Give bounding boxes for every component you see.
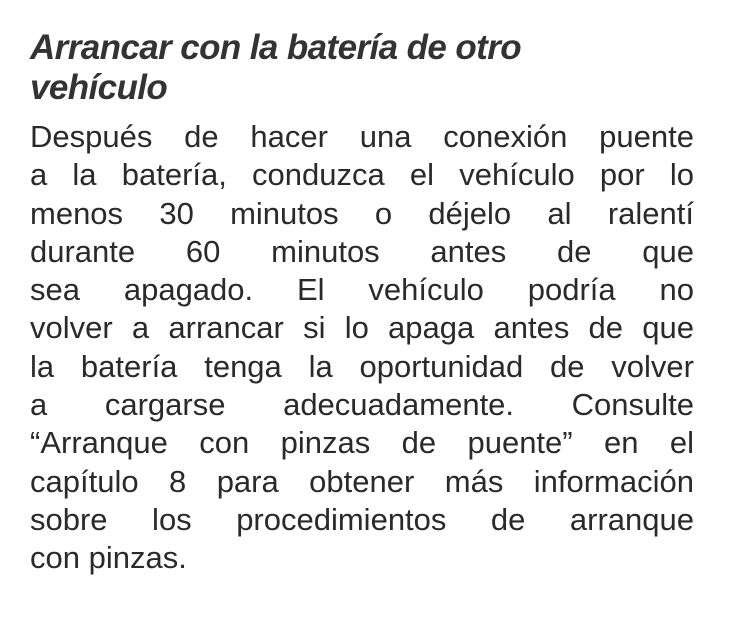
section-title-line: Arrancar con la batería de otro (30, 28, 522, 67)
manual-section (30, 28, 694, 578)
section-body (30, 118, 694, 578)
body-line: menos 30 minutos o déjelo al ralentí (30, 195, 694, 231)
body-line: sobre los procedimientos de arranque (30, 501, 694, 537)
body-line: Después de hacer una conexión puente (30, 119, 694, 154)
body-line: “Arranque con pinzas de puente” en el (30, 425, 694, 461)
body-line: capítulo 8 para obtener más información (30, 463, 694, 499)
section-title-line: vehículo (30, 68, 168, 107)
body-line: durante 60 minutos antes de que (30, 233, 694, 269)
body-line: con pinzas. (30, 540, 187, 576)
body-line: volver a arrancar si lo apaga antes de que (30, 310, 694, 346)
body-line: sea apagado. El vehículo podría no (30, 272, 694, 308)
body-line: la batería tenga la oportunidad de volver (30, 348, 694, 384)
body-line: a la batería, conduzca el vehículo por lo (30, 157, 694, 193)
body-line: a cargarse adecuadamente. Consulte (30, 387, 694, 423)
section-title (30, 28, 694, 108)
